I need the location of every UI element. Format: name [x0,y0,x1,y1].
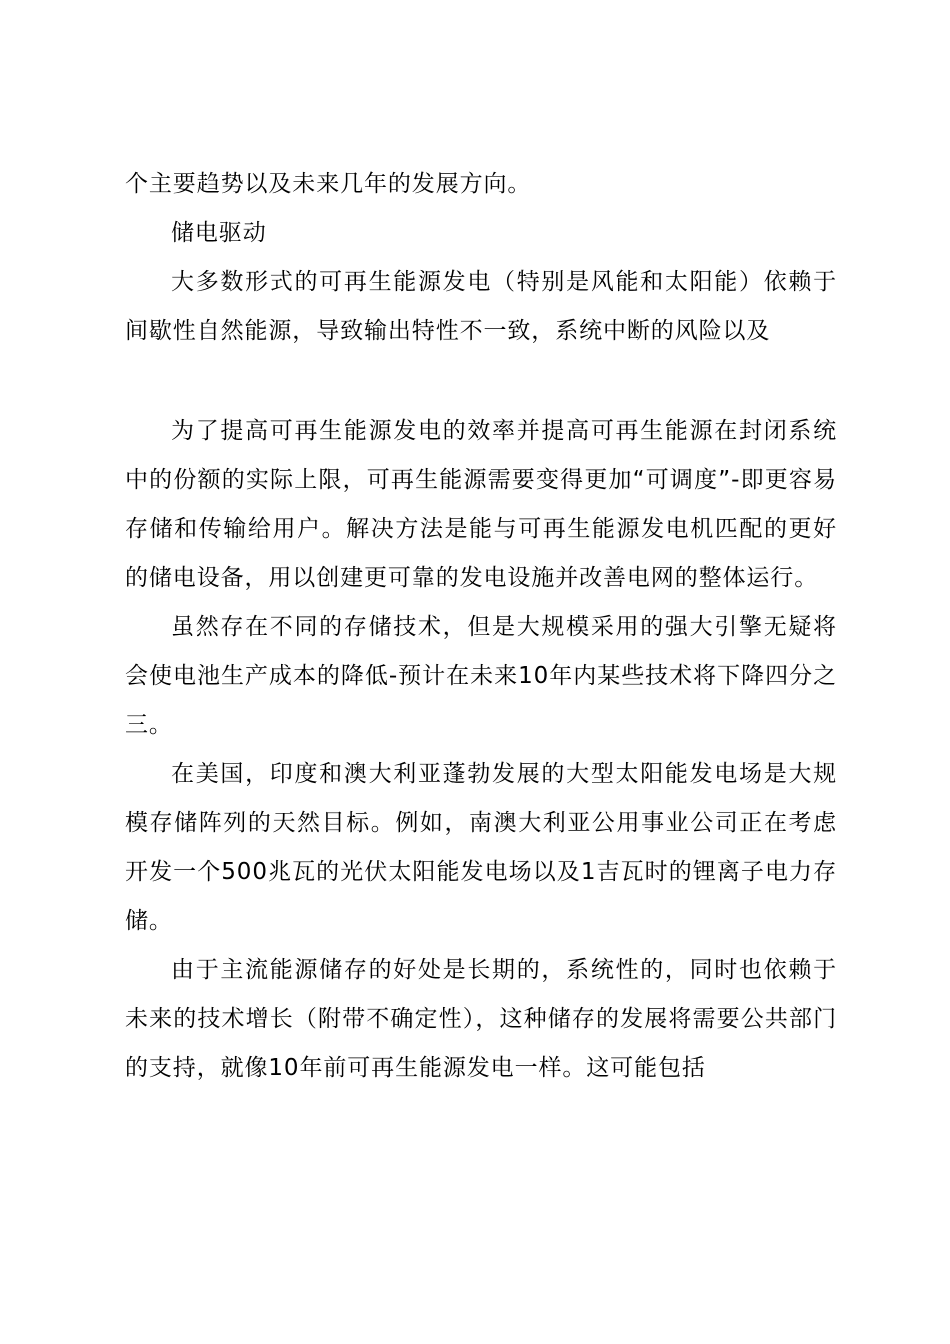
paragraph-solar-farms: 在美国，印度和澳大利亚蓬勃发展的大型太阳能发电场是大规模存储阵列的天然目标。例如，南澳大利亚公用事业公司正在考虑开发一个500兆瓦的光伏太阳能发电场以及1吉瓦时的锂离子电力存储。 [125,761,837,934]
paragraph-storage-technology: 虽然存在不同的存储技术，但是大规模采用的强大引擎无疑将会使电池生产成本的降低-预计在未来10年内某些技术将下降四分之三。 [125,614,837,738]
paragraph-intermittency: 大多数形式的可再生能源发电（特别是风能和太阳能）依赖于间歇性自然能源，导致输出特性不一致，系统中断的风险以及 [125,269,837,344]
paragraph-dispatchable: 为了提高可再生能源发电的效率并提高可再生能源在封闭系统中的份额的实际上限，可再生能源需要变得更加“可调度”-即更容易存储和传输给用户。解决方法是能与可再生能源发电机匹配的更好的储电设备，用以创建更可靠的发电设施并改善电网的整体运行。 [125,418,837,591]
section-heading: 储电驱动 [171,220,267,246]
document-body [125,160,837,356]
document-body-continued [125,407,837,1093]
paragraph-continuation: 个主要趋势以及未来几年的发展方向。 [125,171,532,197]
paragraph-public-support: 由于主流能源储存的好处是长期的，系统性的，同时也依赖于未来的技术增长（附带不确定性），这种储存的发展将需要公共部门的支持，就像10年前可再生能源发电一样。这可能包括 [125,957,837,1081]
